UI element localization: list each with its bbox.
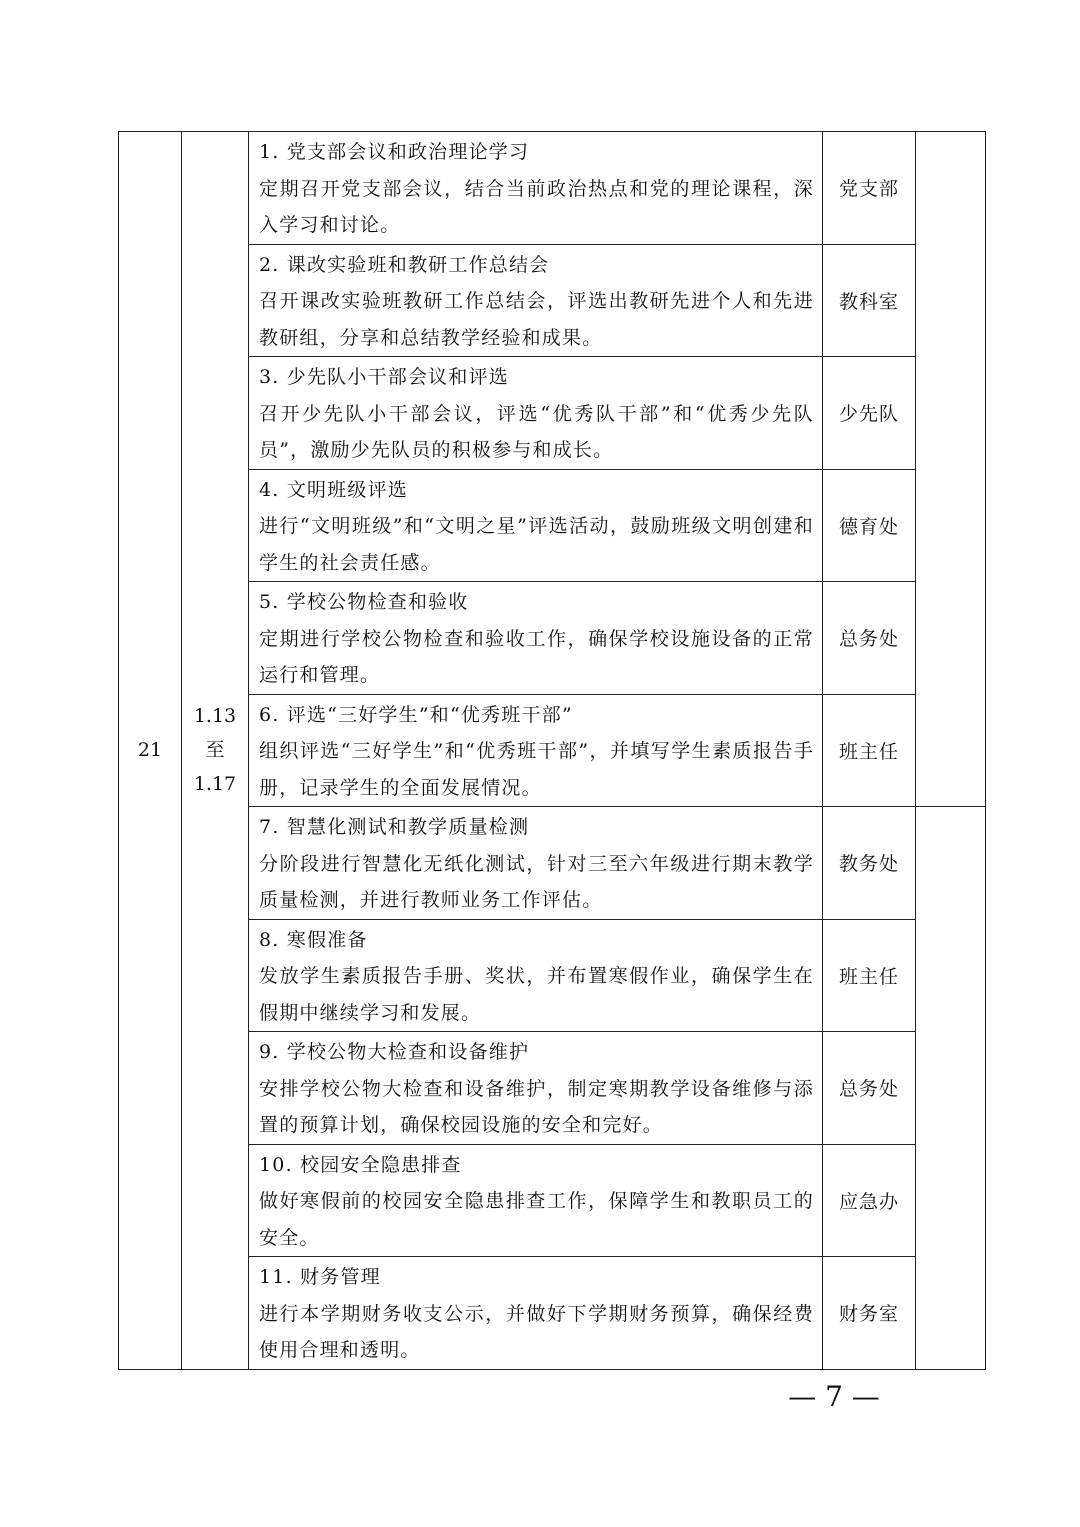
item-content-cell [249,1032,823,1145]
item-title: 4. 文明班级评选 [259,478,408,501]
table-row [119,244,986,357]
item-title: 3. 少先队小干部会议和评选 [259,366,509,388]
date-start: 1.13 [193,705,237,728]
item-description: 安排学校公物大检查和设备维护，制定寒期教学设备维修与添置的预算计划，确保校园设施的安全和完好。 [259,1077,814,1136]
item-content-cell [249,132,823,245]
item-department-cell: 教科室 [823,244,916,357]
table-row [119,1032,986,1145]
item-description: 做好寒假前的校园安全隐患排查工作，保障学生和教职员工的安全。 [259,1190,814,1249]
item-title: 7. 智慧化测试和教学质量检测 [259,816,530,838]
item-description: 召开课改实验班教研工作总结会，评选出教研先进个人和先进教研组，分享和总结教学经验和成果。 [259,290,814,349]
notes-cell [916,807,986,1370]
item-department-cell: 班主任 [823,694,916,807]
item-department-cell: 德育处 [823,469,916,582]
table-row [119,694,986,807]
item-content-cell [249,582,823,695]
item-description: 组织评选“三好学生”和“优秀班干部”，并填写学生素质报告手册，记录学生的全面发展情况。 [259,740,814,799]
schedule-table [118,131,986,1370]
item-title: 11. 财务管理 [259,1266,381,1288]
item-description: 进行“文明班级”和“文明之星”评选活动，鼓励班级文明创建和学生的社会责任感。 [259,515,814,574]
item-department-cell: 班主任 [823,919,916,1032]
item-department-cell: 总务处 [823,582,916,695]
item-department-cell: 财务室 [823,1257,916,1370]
week-number-cell: 21 [119,132,182,1370]
item-description: 定期召开党支部会议，结合当前政治热点和党的理论课程，深入学习和讨论。 [259,177,814,236]
item-title: 9. 学校公物大检查和设备维护 [259,1041,530,1063]
item-description: 召开少先队小干部会议，评选“优秀队干部”和“优秀少先队员”，激励少先队员的积极参与和成长。 [259,402,814,461]
table-row [119,1144,986,1257]
item-content-cell [249,919,823,1032]
item-content-cell [249,1144,823,1257]
page-number: — 7 — [788,1380,880,1413]
item-content-cell [249,694,823,807]
item-department-cell: 教务处 [823,807,916,920]
table-row [119,469,986,582]
item-description: 进行本学期财务收支公示，并做好下学期财务预算，确保经费使用合理和透明。 [259,1302,814,1361]
item-department-cell: 总务处 [823,1032,916,1145]
item-content-cell [249,469,823,582]
table-row [119,919,986,1032]
date-separator: 至 [205,739,225,762]
table-row [119,807,986,920]
item-content-cell [249,244,823,357]
table-row [119,132,986,245]
item-title: 8. 寒假准备 [259,928,368,951]
item-description: 分阶段进行智慧化无纸化测试，针对三至六年级进行期末教学质量检测，并进行教师业务工作评估。 [259,852,814,911]
item-content-cell [249,1257,823,1370]
table-row [119,582,986,695]
item-title: 5. 学校公物检查和验收 [259,591,469,613]
item-title: 1. 党支部会议和政治理论学习 [259,141,530,163]
date-end: 1.17 [193,773,237,796]
item-content-cell [249,807,823,920]
table-row [119,1257,986,1370]
item-description: 定期进行学校公物检查和验收工作，确保学校设施设备的正常运行和管理。 [259,627,814,686]
item-title: 6. 评选“三好学生”和“优秀班干部” [259,703,573,726]
item-content-cell [249,357,823,470]
item-department-cell: 少先队 [823,357,916,470]
notes-cell [916,132,986,807]
date-range-cell [182,132,249,1370]
table-row [119,357,986,470]
item-title: 10. 校园安全隐患排查 [259,1153,462,1176]
item-department-cell: 应急办 [823,1144,916,1257]
item-department-cell: 党支部 [823,132,916,245]
item-title: 2. 课改实验班和教研工作总结会 [259,253,550,276]
item-description: 发放学生素质报告手册、奖状，并布置寒假作业，确保学生在假期中继续学习和发展。 [259,965,814,1024]
